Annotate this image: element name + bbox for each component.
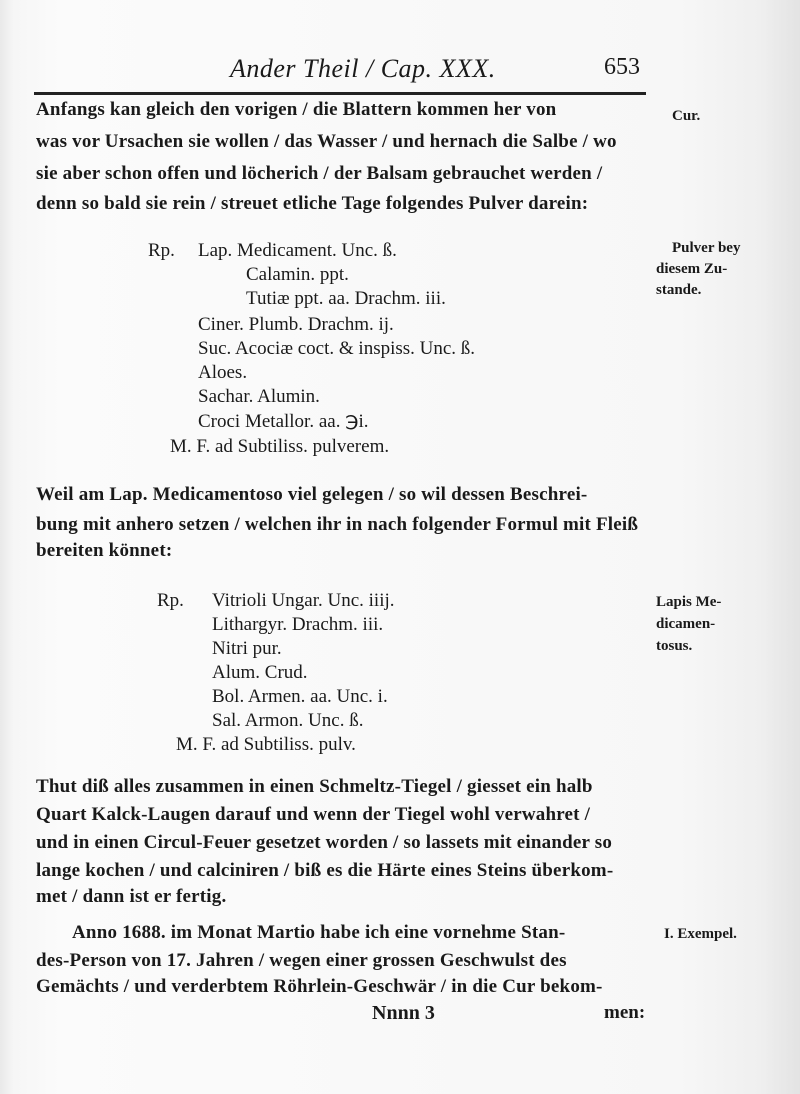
margin-note-lapis: Lapis Me- — [656, 594, 722, 610]
text-line: Thut diß alles zusammen in einen Schmeltz-Tiegel / giesset ein halb — [36, 776, 593, 797]
text-line: Weil am Lap. Medicamentoso viel gelegen / so wil dessen Beschrei- — [36, 484, 588, 505]
text-line: des-Person von 17. Jahren / wegen einer grossen Geschwulst des — [36, 950, 567, 971]
margin-note-lapis: dicamen- — [656, 616, 716, 632]
running-title: Ander Theil / Cap. XXX. — [230, 54, 496, 83]
recipe-line: Sachar. Alumin. — [198, 386, 320, 407]
margin-note-pulver: diesem Zu- — [656, 261, 728, 277]
recipe-line: Croci Metallor. aa. ℈i. — [198, 411, 369, 432]
text-line: met / dann ist er fertig. — [36, 886, 227, 907]
text-line: Anfangs kan gleich den vorigen / die Blattern kommen her von — [36, 99, 557, 120]
text-line: Gemächts / und verderbtem Röhrlein-Geschwär / in die Cur bekom- — [36, 976, 603, 997]
margin-note-exempel: I. Exempel. — [664, 926, 737, 942]
margin-note-pulver: stande. — [656, 282, 702, 298]
catchword: men: — [604, 1002, 646, 1023]
recipe-line: Aloes. — [198, 362, 248, 383]
page-header — [0, 50, 800, 90]
recipe-line: Sal. Armon. Unc. ß. — [212, 710, 364, 731]
text-line: Anno 1688. im Monat Martio habe ich eine vornehme Stan- — [72, 922, 566, 943]
signature-mark: Nnnn 3 — [372, 1002, 435, 1024]
recipe-line: Ciner. Plumb. Drachm. ij. — [198, 314, 394, 335]
margin-note-pulver: Pulver bey — [672, 240, 741, 256]
recipe-line: Vitrioli Ungar. Unc. iiij. — [212, 590, 395, 611]
recipe-rp: Rp. — [148, 240, 175, 261]
margin-note-lapis: tosus. — [656, 638, 693, 654]
recipe-line: Alum. Crud. — [212, 662, 308, 683]
text-line: lange kochen / und calciniren / biß es die Härte eines Steins überkom- — [36, 860, 614, 881]
text-line: denn so bald sie rein / streuet etliche Tage folgendes Pulver darein: — [36, 193, 589, 214]
recipe-line: Suc. Acociæ coct. & inspiss. Unc. ß. — [198, 338, 476, 359]
recipe-line: Calamin. ppt. — [246, 264, 349, 285]
text-line: bung mit anhero setzen / welchen ihr in nach folgender Formul mit Fleiß — [36, 514, 639, 535]
text-line: bereiten könnet: — [36, 540, 173, 561]
recipe-line: M. F. ad Subtiliss. pulv. — [176, 734, 356, 755]
text-line: was vor Ursachen sie wollen / das Wasser / und hernach die Salbe / wo — [36, 131, 617, 152]
recipe-line: Lap. Medicament. Unc. ß. — [198, 240, 397, 261]
recipe-rp: Rp. — [157, 590, 184, 611]
recipe-line: M. F. ad Subtiliss. pulverem. — [170, 436, 390, 457]
recipe-line: Nitri pur. — [212, 638, 282, 659]
recipe-line: Tutiæ ppt. aa. Drachm. iii. — [246, 288, 446, 309]
text-line: sie aber schon offen und löcherich / der Balsam gebrauchet werden / — [36, 163, 603, 184]
recipe-line: Bol. Armen. aa. Unc. i. — [212, 686, 388, 707]
page-number: 653 — [604, 54, 640, 80]
text-line: und in einen Circul-Feuer gesetzet worden / so lassets mit einander so — [36, 832, 613, 853]
text-line: Quart Kalck-Laugen darauf und wenn der Tiegel wohl verwahret / — [36, 804, 591, 825]
recipe-line: Lithargyr. Drachm. iii. — [212, 614, 384, 635]
margin-note-cur: Cur. — [672, 108, 701, 124]
